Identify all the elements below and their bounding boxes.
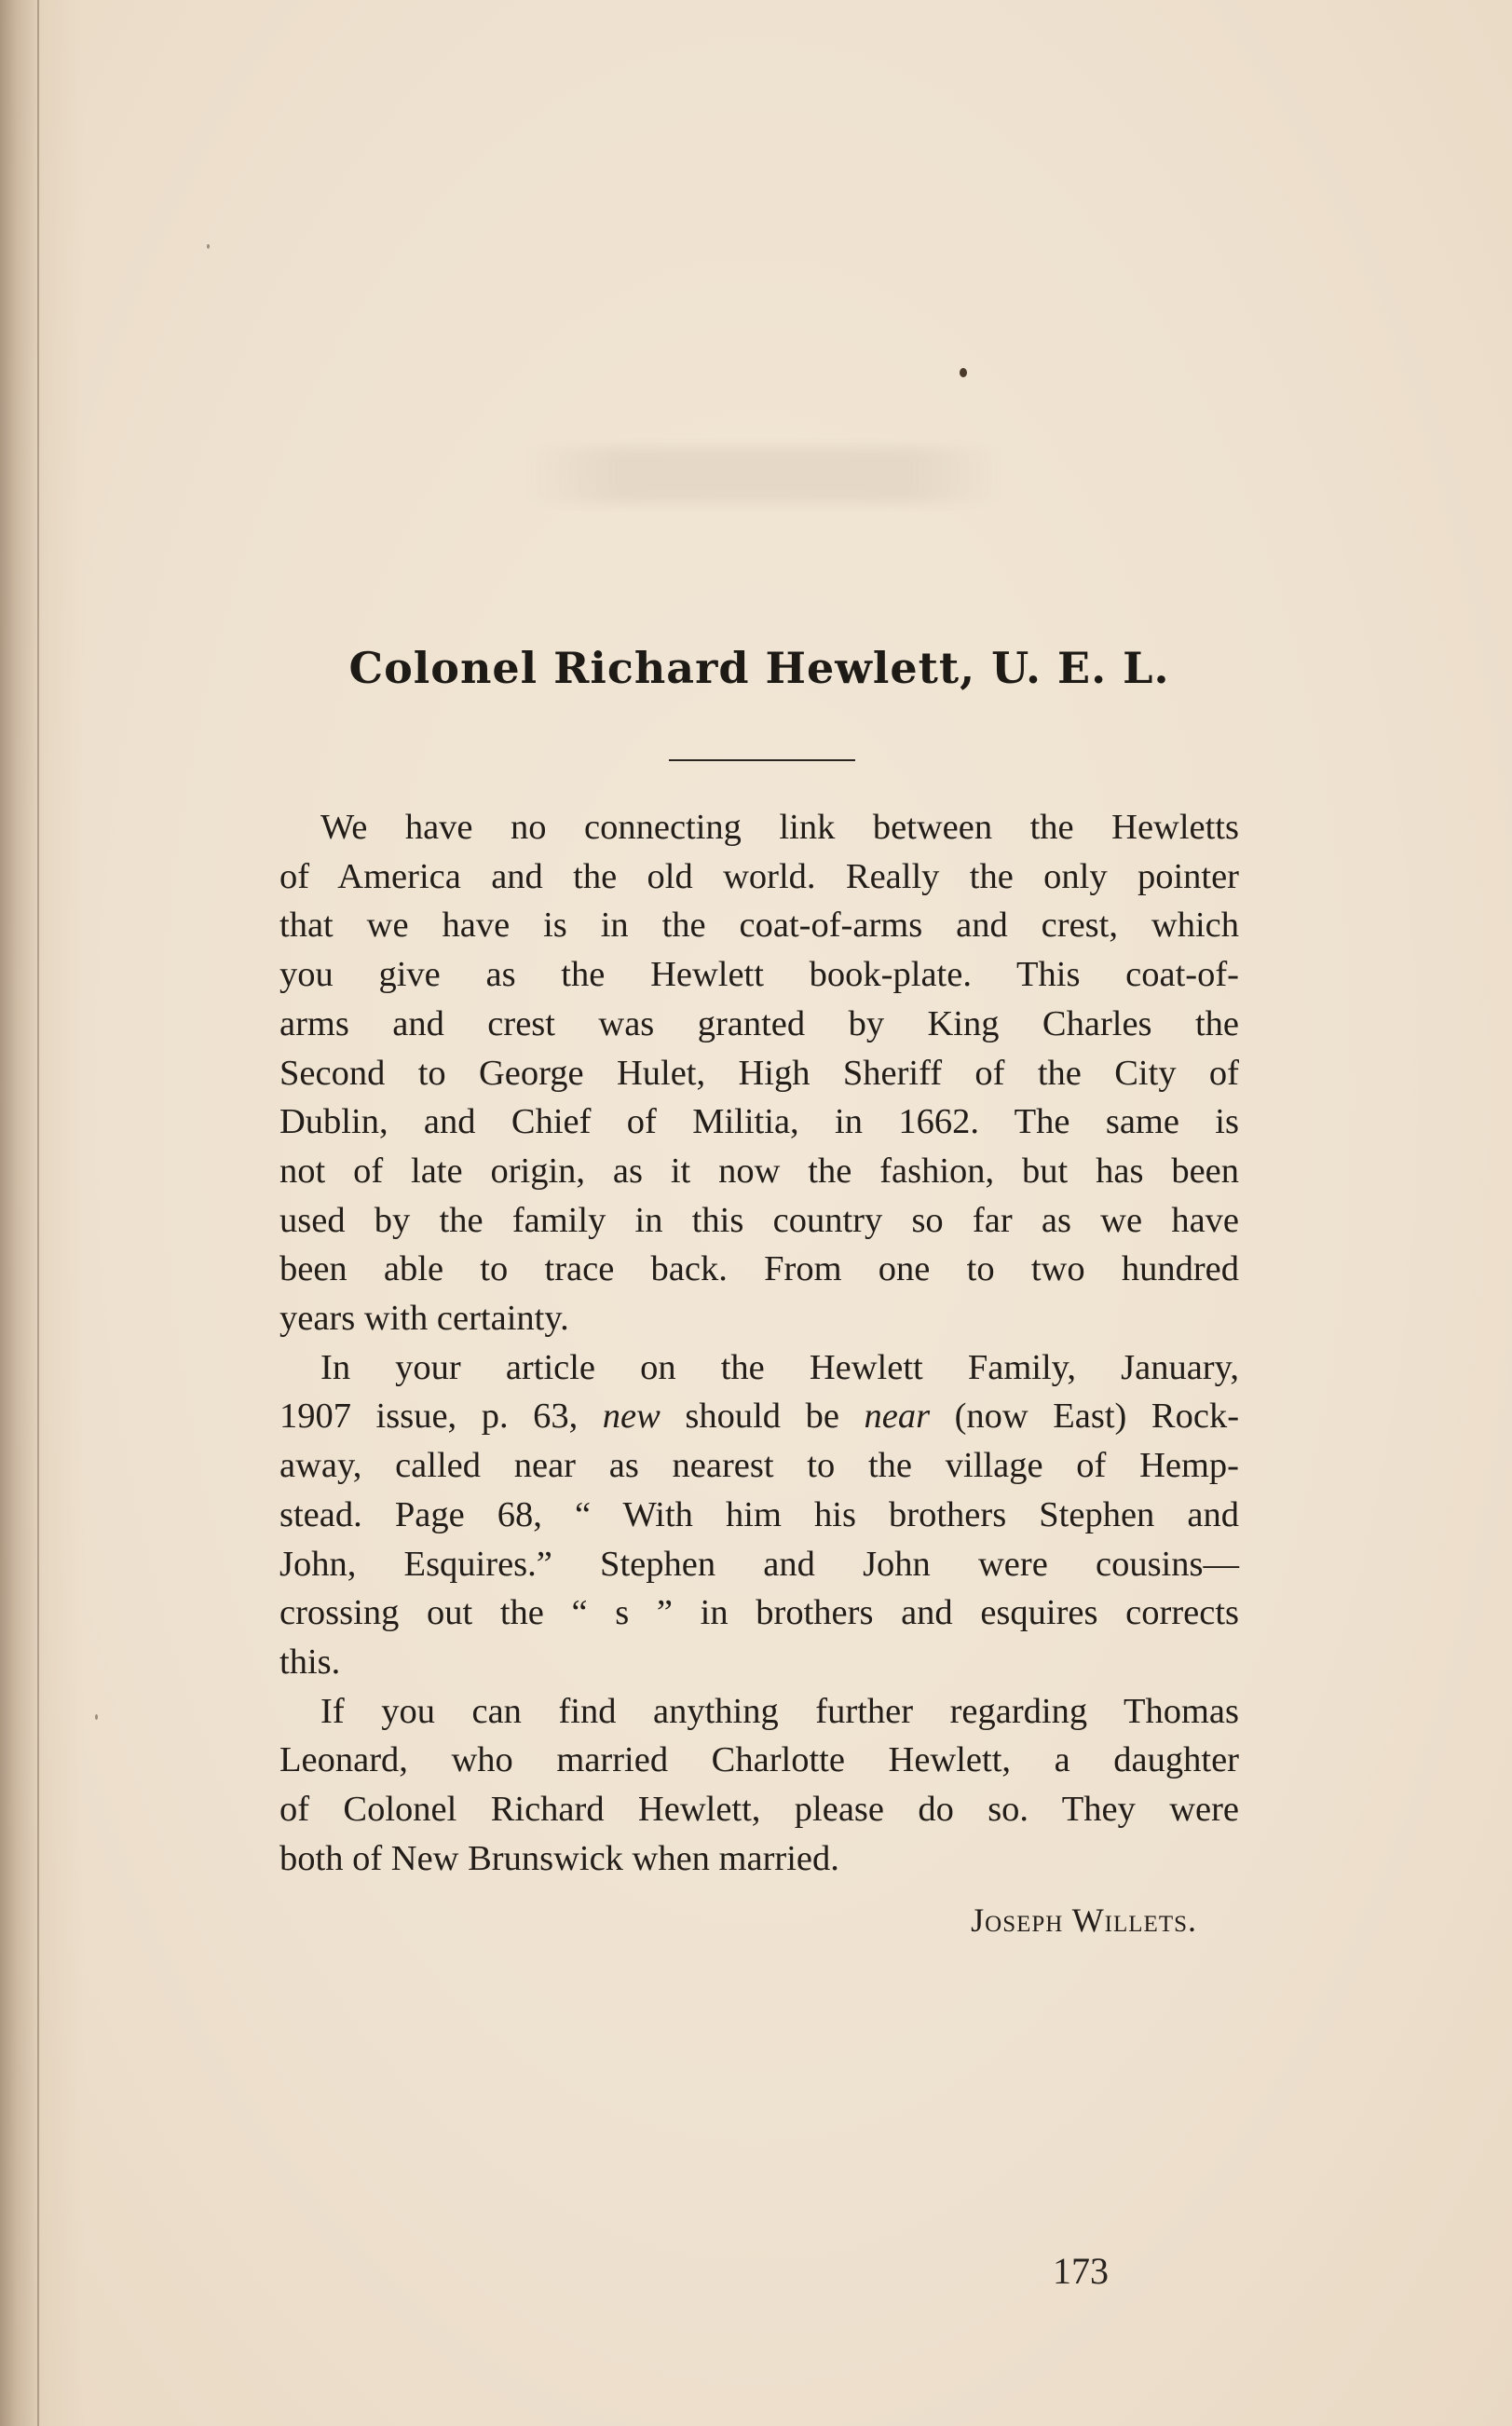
text-line: crossing out the “ s ” in brothers and esquires corrects — [279, 1593, 1239, 1633]
text-line: you give as the Hewlett book-plate. This coat-of- — [279, 955, 1239, 995]
ink-speck — [960, 368, 967, 377]
text-line: years with certainty. — [279, 1299, 569, 1339]
ink-speck — [207, 244, 210, 249]
show-through-text — [522, 447, 1006, 503]
text-line: We have no connecting link between the Hewletts — [320, 808, 1239, 847]
text-line: If you can find anything further regarding Thomas — [320, 1691, 1239, 1731]
text-line: Leonard, who married Charlotte Hewlett, a daughter — [279, 1740, 1239, 1780]
text-line: Second to George Hulet, High Sheriff of the City of — [279, 1053, 1239, 1093]
text-line: In your article on the Hewlett Family, January, — [320, 1347, 1239, 1387]
title-divider — [669, 759, 855, 761]
text-line: this. — [279, 1642, 341, 1682]
article-body — [279, 803, 1239, 1883]
text-line: stead. Page 68, “ With him his brothers Stephen and — [279, 1494, 1239, 1534]
text-line: of Colonel Richard Hewlett, please do so. They were — [279, 1790, 1239, 1830]
text-line: of America and the old world. Really the only pointer — [279, 856, 1239, 896]
text-line: been able to trace back. From one to two hundred — [279, 1249, 1239, 1289]
text-line: that we have is in the coat-of-arms and crest, which — [279, 906, 1239, 946]
page-number: 173 — [1053, 2250, 1109, 2292]
gutter-shadow — [37, 0, 39, 2426]
text-line: arms and crest was granted by King Charles the — [279, 1003, 1239, 1043]
paragraph — [279, 1343, 1239, 1687]
signature: Joseph Willets. — [971, 1901, 1197, 1939]
text-line: not of late origin, as it now the fashion, but has been — [279, 1151, 1239, 1191]
paragraph — [279, 1687, 1239, 1884]
text-line: away, called near as nearest to the village of Hemp- — [279, 1446, 1239, 1486]
text-line: used by the family in this country so far as we have — [279, 1200, 1239, 1240]
text-line: Dublin, and Chief of Militia, in 1662. The same is — [279, 1102, 1239, 1142]
text-line: 1907 issue, p. 63, new should be near (now East) Rock- — [279, 1397, 1240, 1437]
article-title: Colonel Richard Hewlett, U. E. L. — [348, 643, 1170, 693]
paragraph — [279, 803, 1239, 1343]
text-line: both of New Brunswick when married. — [279, 1838, 839, 1878]
text-line: John, Esquires.” Stephen and John were cousins— — [279, 1544, 1239, 1584]
ink-speck — [95, 1714, 98, 1720]
